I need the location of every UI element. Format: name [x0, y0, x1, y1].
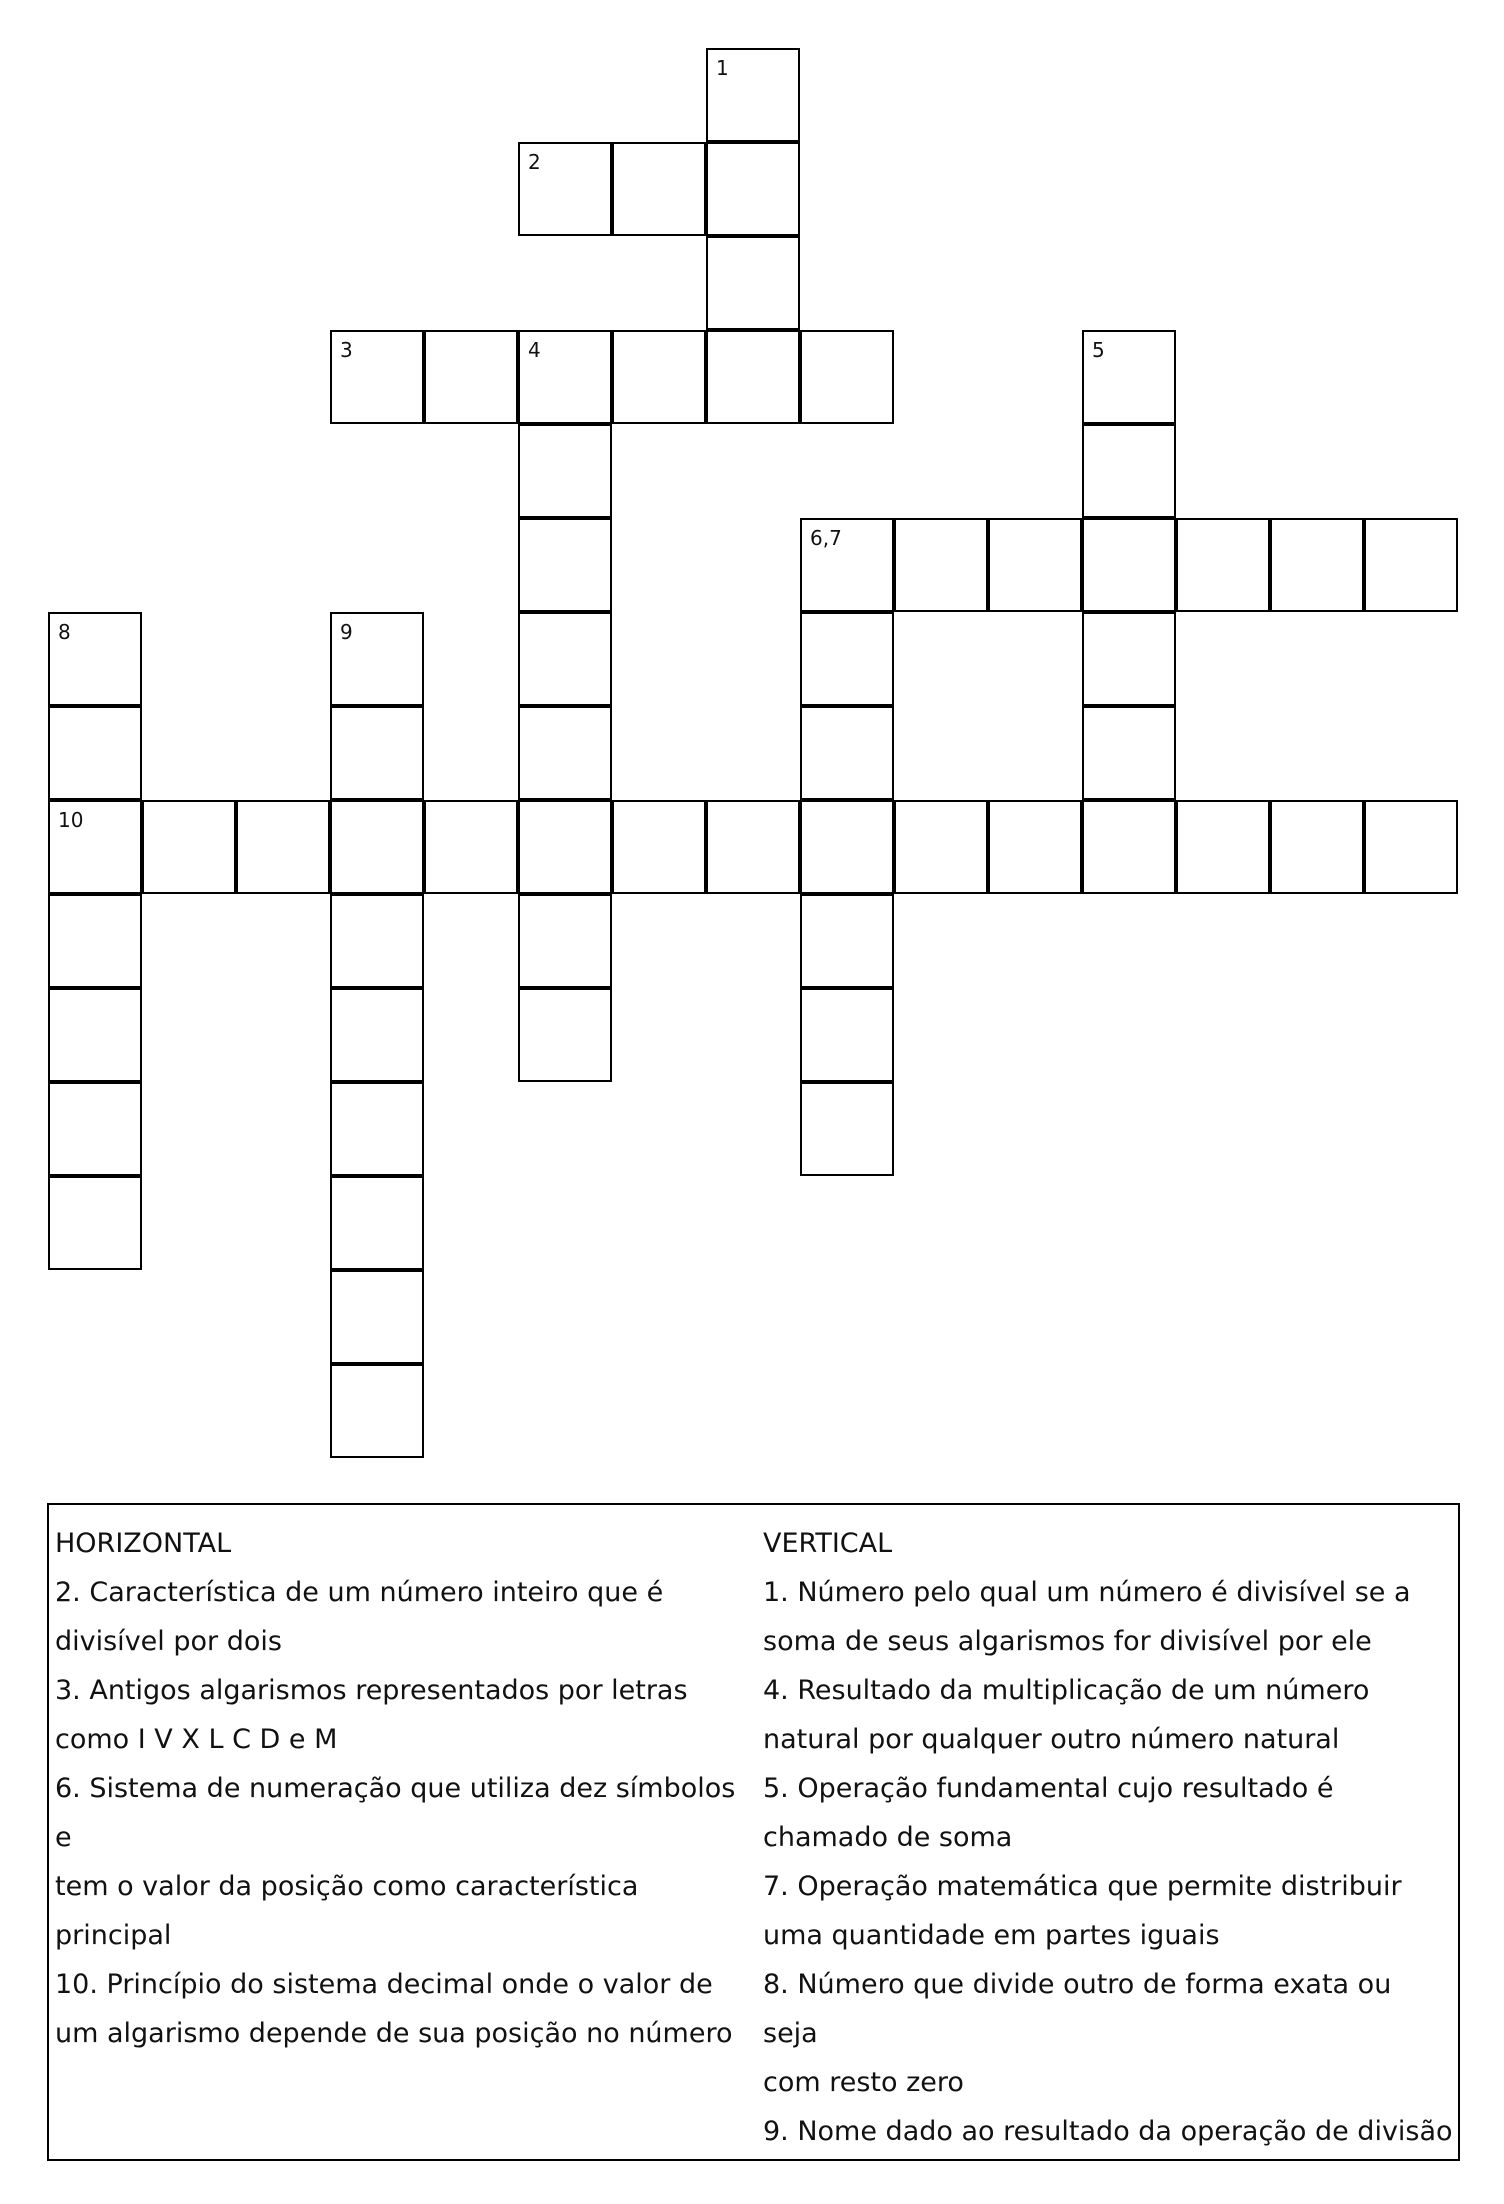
crossword-cell[interactable]: [800, 706, 894, 800]
crossword-cell[interactable]: [236, 800, 330, 894]
crossword-cell[interactable]: [330, 800, 424, 894]
crossword-cell[interactable]: [518, 330, 612, 424]
crossword-cell[interactable]: [518, 424, 612, 518]
vertical-clues: [763, 1519, 1453, 2156]
crossword-cell[interactable]: [1082, 706, 1176, 800]
crossword-cell[interactable]: [48, 612, 142, 706]
crossword-cell[interactable]: [706, 142, 800, 236]
crossword-cell[interactable]: [1082, 612, 1176, 706]
crossword-cell[interactable]: [518, 988, 612, 1082]
crossword-cell[interactable]: [330, 706, 424, 800]
clue-line: principal: [55, 1920, 172, 1951]
clue-number: 8: [58, 620, 71, 644]
crossword-cell[interactable]: [330, 1364, 424, 1458]
crossword-cell[interactable]: [48, 1176, 142, 1270]
crossword-cell[interactable]: [1082, 424, 1176, 518]
clue-number: 2: [528, 150, 541, 174]
crossword-cell[interactable]: [1270, 800, 1364, 894]
clue-number: 4: [528, 338, 541, 362]
crossword-cell[interactable]: [48, 706, 142, 800]
clue-line: 7. Operação matemática que permite distribuir: [763, 1871, 1402, 1902]
crossword-cell[interactable]: [988, 518, 1082, 612]
clue-line: 5. Operação fundamental cujo resultado é: [763, 1773, 1334, 1804]
clue-line: chamado de soma: [763, 1822, 1013, 1853]
crossword-cell[interactable]: [800, 988, 894, 1082]
clue-line: soma de seus algarismos for divisível por ele: [763, 1626, 1372, 1657]
clue-number: 9: [340, 620, 353, 644]
clue-line: 3. Antigos algarismos representados por letras: [55, 1675, 688, 1706]
crossword-cell[interactable]: [800, 330, 894, 424]
clue-line: 9. Nome dado ao resultado da operação de divisão: [763, 2116, 1453, 2147]
crossword-cell[interactable]: [612, 330, 706, 424]
crossword-cell[interactable]: [1364, 518, 1458, 612]
crossword-cell[interactable]: [48, 1082, 142, 1176]
crossword-cell[interactable]: [48, 988, 142, 1082]
clues-box: [47, 1503, 1460, 2161]
clue-line: tem o valor da posição como característica: [55, 1871, 639, 1902]
clue-line: 10. Princípio do sistema decimal onde o valor de: [55, 1969, 713, 2000]
crossword-cell[interactable]: [518, 142, 612, 236]
clue-number: 1: [716, 56, 729, 80]
crossword-cell[interactable]: [1176, 800, 1270, 894]
vertical-heading: VERTICAL: [763, 1528, 893, 1559]
crossword-cell[interactable]: [330, 894, 424, 988]
crossword-cell[interactable]: [800, 894, 894, 988]
crossword-cell[interactable]: [1364, 800, 1458, 894]
clue-line: 6. Sistema de numeração que utiliza dez símbolos e: [55, 1773, 744, 1853]
crossword-cell[interactable]: [48, 800, 142, 894]
crossword-cell[interactable]: [894, 518, 988, 612]
crossword-cell[interactable]: [800, 612, 894, 706]
crossword-cell[interactable]: [1082, 330, 1176, 424]
clue-line: uma quantidade em partes iguais: [763, 1920, 1220, 1951]
crossword-cell[interactable]: [330, 612, 424, 706]
crossword-cell[interactable]: [1270, 518, 1364, 612]
clue-line: com resto zero: [763, 2067, 964, 2098]
crossword-cell[interactable]: [48, 894, 142, 988]
crossword-cell[interactable]: [800, 1082, 894, 1176]
horizontal-clues: [55, 1519, 755, 2058]
clue-number: 5: [1092, 338, 1105, 362]
crossword-cell[interactable]: [706, 330, 800, 424]
crossword-cell[interactable]: [800, 800, 894, 894]
crossword-cell[interactable]: [988, 800, 1082, 894]
crossword-cell[interactable]: [518, 518, 612, 612]
clue-line: natural por qualquer outro número natural: [763, 1724, 1340, 1755]
crossword-cell[interactable]: [706, 236, 800, 330]
clue-line: 2. Característica de um número inteiro que é: [55, 1577, 664, 1608]
crossword-cell[interactable]: [612, 142, 706, 236]
clue-line: como I V X L C D e M: [55, 1724, 338, 1755]
crossword-cell[interactable]: [1176, 518, 1270, 612]
crossword-cell[interactable]: [142, 800, 236, 894]
crossword-cell[interactable]: [518, 612, 612, 706]
crossword-cell[interactable]: [330, 1270, 424, 1364]
clue-number: 10: [58, 808, 84, 832]
clue-line: 8. Número que divide outro de forma exata ou seja: [763, 1969, 1400, 2049]
crossword-cell[interactable]: [424, 800, 518, 894]
clue-number: 3: [340, 338, 353, 362]
crossword-cell[interactable]: [706, 800, 800, 894]
crossword-cell[interactable]: [1082, 800, 1176, 894]
clue-line: divisível por dois: [55, 1626, 282, 1657]
clue-line: 1. Número pelo qual um número é divisível se a: [763, 1577, 1411, 1608]
crossword-cell[interactable]: [894, 800, 988, 894]
crossword-cell[interactable]: [800, 518, 894, 612]
clue-line: 4. Resultado da multiplicação de um número: [763, 1675, 1370, 1706]
crossword-cell[interactable]: [612, 800, 706, 894]
crossword-cell[interactable]: [518, 894, 612, 988]
crossword-cell[interactable]: [1082, 518, 1176, 612]
crossword-cell[interactable]: [518, 706, 612, 800]
crossword-cell[interactable]: [330, 1176, 424, 1270]
clue-number: 6,7: [810, 526, 842, 550]
horizontal-heading: HORIZONTAL: [55, 1528, 232, 1559]
clue-line: um algarismo depende de sua posição no número: [55, 2018, 733, 2049]
crossword-cell[interactable]: [518, 800, 612, 894]
crossword-cell[interactable]: [424, 330, 518, 424]
crossword-cell[interactable]: [706, 48, 800, 142]
crossword-cell[interactable]: [330, 1082, 424, 1176]
crossword-cell[interactable]: [330, 330, 424, 424]
crossword-cell[interactable]: [330, 988, 424, 1082]
